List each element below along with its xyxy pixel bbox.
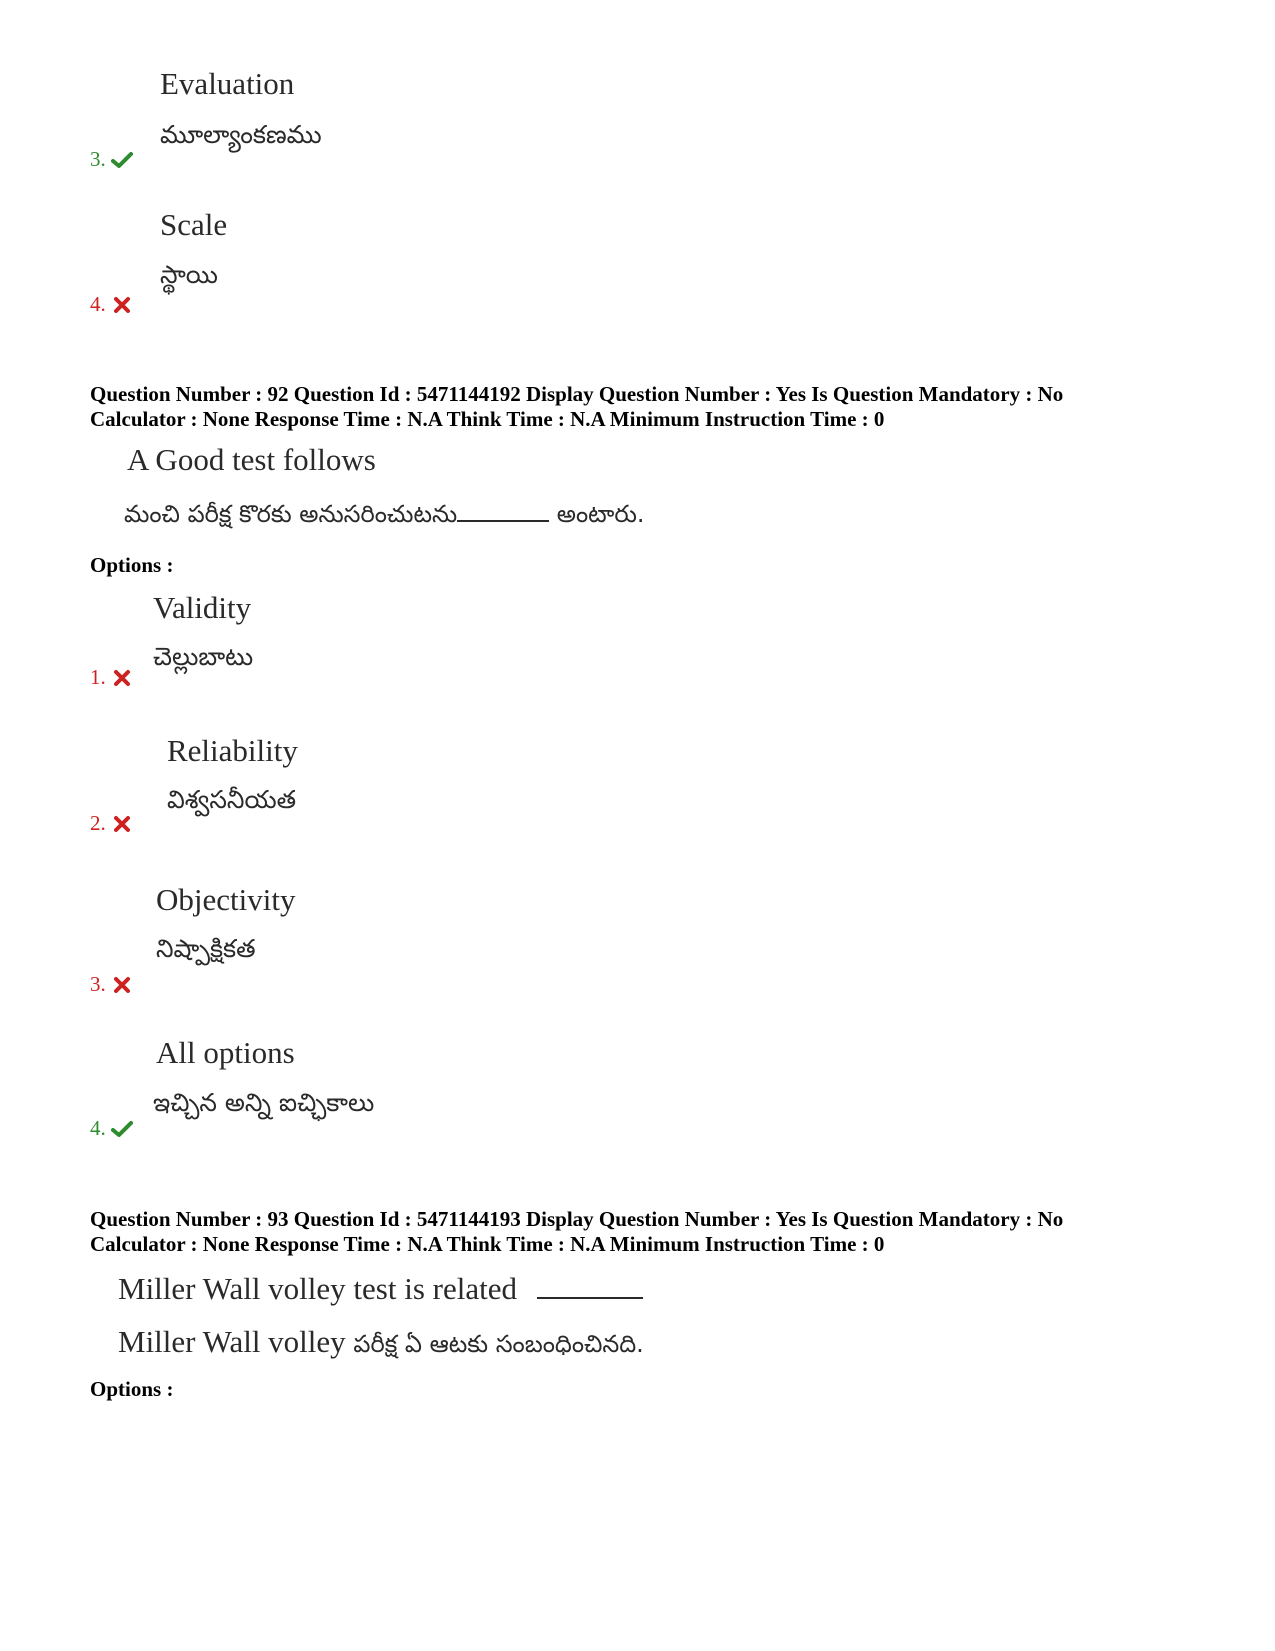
question-92-text-english: A Good test follows <box>127 442 376 477</box>
question-telugu-part-1: మంచి పరీక్ష కొరకు అనుసరించుటను <box>124 500 458 528</box>
option-4-telugu: స్థాయి <box>160 260 218 289</box>
meta-line-1: Question Number : 93 Question Id : 5471144193 Display Question Number : Yes Is Question Mandatory : No <box>90 1207 1064 1231</box>
option-4-number <box>90 1116 133 1141</box>
option-number-label: 3. <box>90 147 106 171</box>
option-1-english: Validity <box>153 590 252 625</box>
option-number-label: 3. <box>90 972 106 996</box>
option-3-telugu: మూల్యాంకణము <box>160 120 322 149</box>
meta-line-2: Calculator : None Response Time : N.A Think Time : N.A Minimum Instruction Time : 0 <box>90 407 885 431</box>
option-4-number <box>90 292 133 317</box>
option-3-number <box>90 972 133 997</box>
question-92-text-telugu <box>124 500 645 534</box>
options-label: Options : <box>90 1377 174 1401</box>
question-mixed-telugu: పరీక్ష ఏ ఆటకు సంబంధించినది. <box>353 1330 644 1358</box>
question-english-text: Miller Wall volley test is related <box>118 1271 517 1306</box>
question-93-meta <box>90 1207 1063 1257</box>
option-3-telugu: నిష్పాక్షికత <box>156 934 256 963</box>
question-93-text-telugu <box>118 1324 644 1364</box>
option-4-english: All options <box>156 1035 295 1070</box>
question-telugu-part-2: అంటారు. <box>556 500 645 528</box>
option-2-english: Reliability <box>167 733 298 768</box>
option-number-label: 2. <box>90 811 106 835</box>
question-92-meta <box>90 382 1063 432</box>
option-2-number <box>90 811 133 836</box>
question-93-text-english <box>118 1271 643 1307</box>
check-icon <box>111 1120 133 1138</box>
option-3-english: Objectivity <box>156 882 296 917</box>
meta-line-2: Calculator : None Response Time : N.A Think Time : N.A Minimum Instruction Time : 0 <box>90 1232 885 1256</box>
option-4-english: Scale <box>160 207 228 242</box>
option-number-label: 1. <box>90 665 106 689</box>
option-4-telugu: ఇచ్చిన అన్ని ఐచ్ఛికాలు <box>153 1088 375 1117</box>
question-mixed-english: Miller Wall volley <box>118 1324 346 1359</box>
option-number-label: 4. <box>90 1116 106 1140</box>
option-3-number <box>90 147 133 172</box>
option-1-number <box>90 665 133 690</box>
cross-icon <box>111 669 133 687</box>
option-3-english: Evaluation <box>160 66 295 101</box>
option-2-telugu: విశ్వసనీయత <box>167 785 297 814</box>
option-number-label: 4. <box>90 292 106 316</box>
meta-line-1: Question Number : 92 Question Id : 5471144192 Display Question Number : Yes Is Question Mandatory : No <box>90 382 1064 406</box>
cross-icon <box>111 296 133 314</box>
options-label: Options : <box>90 553 174 577</box>
cross-icon <box>111 815 133 833</box>
check-icon <box>111 151 133 169</box>
answer-blank <box>537 1297 643 1299</box>
cross-icon <box>111 976 133 994</box>
option-1-telugu: చెల్లుబాటు <box>153 642 254 671</box>
answer-blank <box>457 520 549 522</box>
